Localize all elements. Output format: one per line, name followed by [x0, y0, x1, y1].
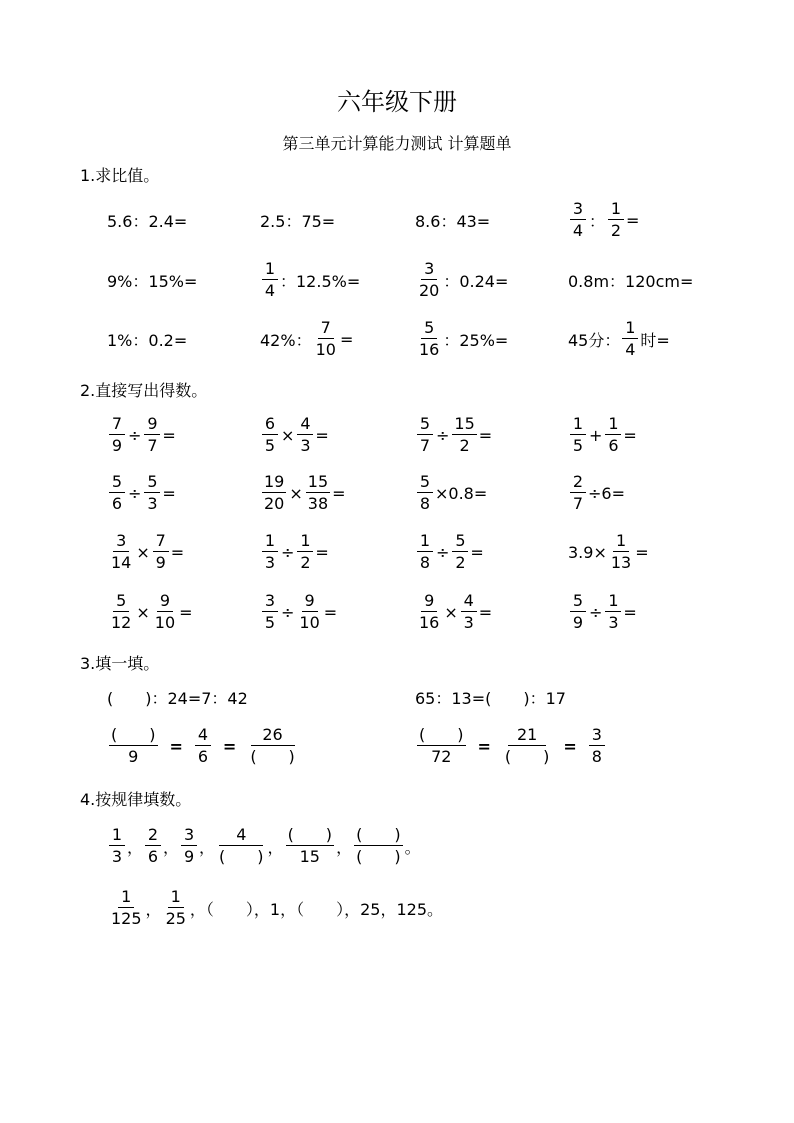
fraction [164, 889, 188, 927]
fraction [570, 593, 586, 631]
expression-text: ， [199, 837, 216, 857]
numerator: 7 [153, 533, 169, 552]
expression-text: = [563, 736, 577, 756]
fraction [452, 416, 476, 454]
denominator: 12 [111, 613, 132, 632]
denominator: 25 [165, 909, 186, 928]
denominator: 8 [591, 747, 602, 766]
q2-r3c2 [260, 522, 329, 582]
denominator: 6 [111, 494, 123, 513]
numerator: ( ) [287, 825, 333, 844]
numerator: 1 [608, 201, 624, 220]
numerator: 21 [508, 727, 546, 746]
denominator: 16 [419, 340, 440, 359]
fraction [262, 416, 278, 454]
expression-text: × [136, 542, 150, 562]
fraction [417, 474, 433, 512]
fraction [195, 727, 211, 765]
q4-row-1 [0, 816, 794, 876]
numerator: 1 [297, 533, 313, 552]
page-subtitle: 第三单元计算能力测试 计算题单 [282, 134, 512, 153]
numerator: 5 [421, 320, 437, 339]
expression-text: = [477, 736, 491, 756]
q2-r1c3 [415, 405, 492, 465]
expression-text: ，（ ），1，（ ），25，125。 [189, 899, 444, 919]
expression-text: ×0.8= [435, 483, 488, 503]
expression-text: = [170, 542, 185, 562]
denominator: 5 [264, 613, 276, 632]
expression-text: ： [589, 211, 606, 231]
q3-r1: 65：13=( )：17 [415, 688, 566, 708]
q1-r2c4: 0.8m：120cm= [568, 271, 694, 291]
expression-text: × [281, 425, 295, 445]
q1-r2c1: 9%：15%= [107, 271, 198, 291]
denominator: 4 [264, 281, 276, 300]
numerator: 5 [144, 474, 160, 493]
numerator: 4 [461, 593, 477, 612]
q2-r4c2 [260, 582, 337, 642]
q3-l1: ( )：24=7：42 [107, 688, 248, 708]
denominator: 2 [455, 553, 466, 572]
fraction [417, 261, 441, 299]
q2-r1c1 [107, 405, 176, 465]
fraction [181, 827, 197, 865]
denominator: 16 [419, 613, 440, 632]
section-2-heading: 2.直接写出得数。 [80, 381, 208, 400]
expression-text: ：25%= [443, 330, 509, 350]
q1-row-3 [0, 309, 794, 369]
numerator: 2 [570, 474, 586, 493]
q2-r2c1 [107, 463, 176, 523]
q2-r4c1 [107, 582, 193, 642]
expression-text: = [339, 329, 354, 349]
section-3-heading: 3.填一填。 [80, 654, 160, 673]
denominator: 7 [419, 436, 431, 455]
numerator: ( ) [111, 725, 156, 744]
q2-r3c3 [415, 522, 484, 582]
denominator: 9 [155, 553, 166, 572]
denominator: 13 [610, 553, 632, 572]
expression-text: 3.9× [568, 542, 607, 562]
denominator: 6 [147, 847, 159, 866]
numerator: 9 [421, 593, 437, 612]
expression-text: × [136, 602, 150, 622]
q4-seq-1 [107, 816, 421, 876]
numerator: 4 [219, 827, 263, 846]
expression-text: = [169, 736, 183, 756]
q2-r3c1 [107, 522, 184, 582]
expression-text: ， [163, 837, 180, 857]
q1-r1c4 [568, 190, 639, 250]
expression-text: × [289, 483, 303, 503]
expression-text: ÷ [281, 542, 295, 562]
denominator: 3 [111, 847, 123, 866]
fraction [109, 416, 125, 454]
denominator: 2 [459, 436, 470, 455]
numerator: 1 [168, 889, 184, 908]
fraction [286, 827, 335, 865]
denominator: 2 [300, 553, 311, 572]
fraction [248, 727, 297, 765]
expression-text: = [626, 210, 640, 230]
expression-text: ， [145, 899, 162, 919]
denominator: 9 [183, 847, 195, 866]
q2-row-2 [0, 463, 794, 523]
expression-text: 时= [640, 330, 670, 350]
denominator: 3 [463, 613, 474, 632]
expression-text: = [315, 425, 329, 445]
expression-text: = [332, 483, 346, 503]
section-1-heading: 1.求比值。 [80, 166, 160, 185]
numerator: 5 [113, 593, 129, 612]
expression-text: ， [127, 837, 144, 857]
fraction [262, 474, 286, 512]
q2-row-4 [0, 582, 794, 642]
numerator: 9 [144, 416, 160, 435]
numerator: 1 [613, 533, 629, 552]
fraction [570, 416, 586, 454]
q2-r4c3 [415, 582, 492, 642]
expression-text: ， [336, 837, 353, 857]
denominator: 10 [315, 340, 336, 359]
numerator: 5 [570, 593, 586, 612]
q2-row-3 [0, 522, 794, 582]
numerator: 5 [417, 416, 433, 435]
q3-row-2 [0, 716, 794, 776]
q1-row-1 [0, 190, 794, 250]
fraction [262, 593, 278, 631]
expression-text: ÷ [589, 602, 603, 622]
expression-text: = [323, 602, 338, 622]
q1-r3c2 [260, 309, 353, 369]
numerator: 2 [145, 827, 161, 846]
fraction [605, 593, 621, 631]
q2-r2c4 [568, 463, 625, 523]
expression-text: = [470, 542, 484, 562]
fraction [217, 827, 266, 865]
fraction [109, 889, 144, 927]
denominator: 3 [147, 494, 158, 513]
expression-text: ÷ [281, 602, 295, 622]
fraction [306, 474, 330, 512]
numerator: 3 [113, 533, 129, 552]
numerator: 15 [454, 414, 475, 433]
expression-text: = [179, 602, 193, 622]
denominator: 20 [419, 281, 440, 300]
numerator: 9 [157, 593, 173, 612]
numerator: 1 [605, 416, 621, 435]
denominator: 10 [154, 613, 176, 632]
expression-text: ：12.5%= [280, 271, 361, 291]
q1-r1c1: 5.6：2.4= [107, 211, 188, 231]
expression-text: = [162, 483, 176, 503]
numerator: 5 [109, 474, 125, 493]
numerator: 9 [302, 593, 318, 612]
fraction [417, 727, 466, 765]
numerator: 1 [262, 261, 278, 280]
expression-text: ÷ [436, 542, 450, 562]
numerator: 3 [181, 827, 197, 846]
expression-text: × [444, 602, 458, 622]
fraction [461, 593, 477, 631]
q3-r2 [415, 716, 607, 776]
fraction [503, 727, 552, 765]
expression-text: = [478, 602, 493, 622]
expression-text: + [589, 425, 603, 445]
page-title: 六年级下册 [337, 88, 457, 116]
fraction [109, 593, 133, 631]
expression-text: = [162, 425, 176, 445]
fraction [417, 533, 433, 571]
denominator: 125 [111, 909, 142, 928]
q1-r3c1: 1%：0.2= [107, 330, 188, 350]
numerator: 1 [417, 533, 433, 552]
expression-text: 42%： [260, 330, 312, 350]
numerator: 15 [307, 472, 329, 491]
expression-text: ÷ [128, 483, 142, 503]
denominator: 4 [572, 221, 584, 240]
q3-l2 [107, 716, 299, 776]
denominator: 8 [419, 553, 431, 572]
numerator: 6 [262, 416, 278, 435]
q2-r4c4 [568, 582, 637, 642]
fraction [262, 533, 278, 571]
denominator: 2 [610, 221, 622, 240]
numerator: 4 [297, 416, 313, 435]
denominator: 7 [572, 494, 584, 513]
denominator: 6 [608, 436, 619, 455]
fraction [609, 533, 633, 571]
numerator: 26 [251, 727, 295, 746]
fraction [153, 593, 177, 631]
fraction [314, 320, 338, 358]
expression-text: = [478, 425, 493, 445]
numerator: 4 [195, 727, 211, 746]
fraction [109, 727, 158, 765]
numerator: 3 [262, 593, 278, 612]
fraction [297, 533, 313, 571]
numerator: 1 [605, 593, 621, 612]
q2-r1c2 [260, 405, 329, 465]
numerator: 7 [318, 320, 334, 339]
fraction [570, 474, 586, 512]
numerator: ( ) [419, 725, 464, 744]
numerator: 3 [570, 201, 586, 220]
q4-seq-2 [107, 878, 443, 938]
numerator: 1 [109, 827, 125, 846]
denominator: 3 [264, 553, 276, 572]
fraction [417, 320, 441, 358]
numerator: 1 [262, 533, 278, 552]
denominator: ( ) [250, 747, 295, 766]
fraction [262, 261, 278, 299]
q4-row-2 [0, 878, 794, 938]
fraction [570, 201, 586, 239]
q2-r2c2 [260, 463, 346, 523]
fraction [417, 416, 433, 454]
expression-text: = [222, 736, 237, 756]
denominator: ( ) [356, 847, 401, 866]
denominator: 72 [431, 747, 452, 766]
denominator: 9 [572, 613, 584, 632]
denominator: 5 [572, 436, 584, 455]
expression-text: ， [267, 837, 284, 857]
denominator: 4 [625, 340, 636, 359]
fraction [589, 727, 605, 765]
numerator: 1 [118, 889, 134, 908]
expression-text: = [635, 542, 649, 562]
fraction [297, 593, 321, 631]
numerator: ( ) [356, 825, 401, 844]
numerator: 1 [570, 416, 586, 435]
fraction [109, 533, 133, 571]
expression-text: = [623, 602, 637, 622]
q1-r3c4 [568, 309, 670, 369]
section-4-heading: 4.按规律填数。 [80, 790, 192, 809]
denominator: 15 [299, 847, 320, 866]
denominator: ( ) [219, 847, 264, 866]
fraction [452, 533, 468, 571]
numerator: 19 [264, 472, 285, 491]
q1-r1c2: 2.5：75= [260, 211, 336, 231]
q2-r3c4 [568, 522, 649, 582]
denominator: 38 [307, 494, 329, 513]
fraction [153, 533, 169, 571]
fraction [144, 416, 160, 454]
fraction [417, 593, 441, 631]
expression-text: = [623, 425, 637, 445]
fraction [622, 320, 638, 358]
denominator: 7 [147, 436, 158, 455]
denominator: 3 [300, 436, 311, 455]
numerator: 7 [109, 416, 125, 435]
fraction [144, 474, 160, 512]
denominator: 20 [264, 494, 285, 513]
numerator: 5 [417, 474, 433, 493]
expression-text: ÷6= [588, 483, 625, 503]
denominator: 3 [608, 613, 619, 632]
denominator: 5 [264, 436, 276, 455]
fraction [297, 416, 313, 454]
numerator: 3 [589, 727, 605, 746]
q1-r2c3 [415, 250, 508, 310]
denominator: 10 [299, 613, 320, 632]
numerator: 1 [622, 320, 638, 339]
q1-r3c3 [415, 309, 508, 369]
q1-r2c2 [260, 250, 360, 310]
denominator: 6 [197, 747, 208, 766]
q2-row-1 [0, 405, 794, 465]
q2-r1c4 [568, 405, 637, 465]
expression-text: = [315, 542, 329, 562]
denominator: 8 [419, 494, 431, 513]
q1-r1c3: 8.6：43= [415, 211, 491, 231]
denominator: ( ) [504, 747, 550, 766]
fraction [109, 827, 125, 865]
expression-text: ÷ [436, 425, 450, 445]
denominator: 14 [111, 553, 132, 572]
fraction [605, 416, 621, 454]
numerator: 3 [421, 261, 437, 280]
denominator: 9 [111, 436, 123, 455]
expression-text: ：0.24= [443, 271, 509, 291]
expression-text: 。 [404, 837, 421, 857]
numerator: 5 [452, 533, 468, 552]
fraction [608, 201, 624, 239]
fraction [109, 474, 125, 512]
fraction [145, 827, 161, 865]
q1-row-2 [0, 250, 794, 310]
expression-text: 45分： [568, 330, 621, 350]
fraction [354, 827, 403, 865]
denominator: 9 [128, 747, 139, 766]
q2-r2c3 [415, 463, 487, 523]
expression-text: ÷ [128, 425, 142, 445]
